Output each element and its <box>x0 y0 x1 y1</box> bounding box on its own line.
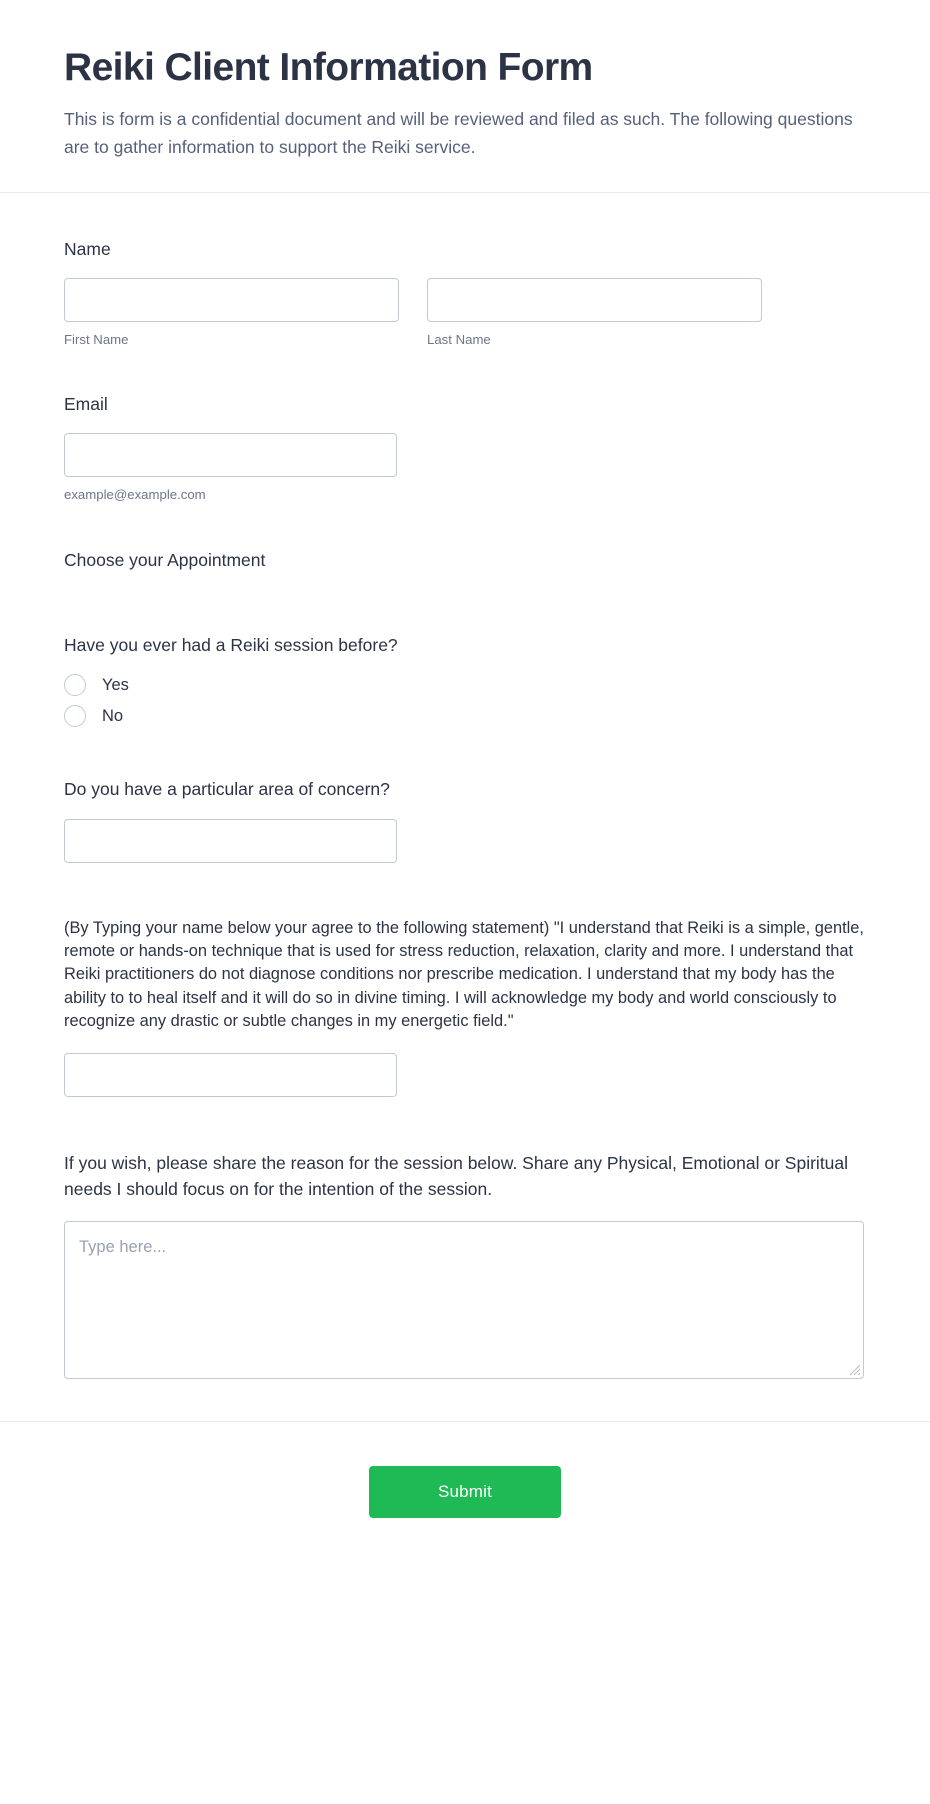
first-name-input[interactable] <box>64 278 399 322</box>
prior-session-radio-group <box>64 674 866 727</box>
field-appointment <box>64 548 866 573</box>
radio-circle-icon[interactable] <box>64 705 86 727</box>
consent-signature-input[interactable] <box>64 1053 397 1097</box>
concern-input[interactable] <box>64 819 397 863</box>
email-sublabel: example@example.com <box>64 487 206 503</box>
form-body <box>0 193 930 1379</box>
reason-textarea[interactable] <box>64 1221 864 1379</box>
first-name-sublabel: First Name <box>64 331 129 347</box>
radio-circle-icon[interactable] <box>64 674 86 696</box>
consent-statement: (By Typing your name below your agree to the following statement) "I understand that Reiki is a simple, gentle, remote or hands-on technique that is used for stress reduction, relaxation, clarity and more. I understand that Reiki practitioners do not diagnose conditions nor prescribe medication. I understand that my body has the ability to to heal itself and it will do so in divine timing. I will acknowledge my body and world consciously to recognize any drastic or subtle changes in my energetic field." <box>64 918 864 1030</box>
field-name <box>64 237 866 349</box>
appointment-label: Choose your Appointment <box>64 549 266 570</box>
field-consent <box>64 917 866 1097</box>
radio-option-yes[interactable] <box>64 674 866 696</box>
radio-label-yes: Yes <box>102 676 129 695</box>
field-prior-session <box>64 633 866 727</box>
consent-column <box>64 1053 397 1097</box>
last-name-sublabel: Last Name <box>427 331 491 347</box>
last-name-column <box>427 278 762 348</box>
form-description: This is form is a confidential document and will be reviewed and filed as such. The following questions are to gather information to support the Reiki service. <box>64 108 853 158</box>
reason-label: If you wish, please share the reason for the session below. Share any Physical, Emotional or Spiritual needs I should focus on for the intention of the session. <box>64 1153 849 1200</box>
page-title: Reiki Client Information Form <box>64 46 593 89</box>
concern-column <box>64 819 397 863</box>
email-input[interactable] <box>64 433 397 477</box>
name-row <box>64 278 866 348</box>
email-label: Email <box>64 394 108 415</box>
form-footer <box>0 1421 930 1578</box>
field-email <box>64 392 866 504</box>
last-name-input[interactable] <box>427 278 762 322</box>
form-header <box>0 0 930 193</box>
field-concern <box>64 777 866 862</box>
radio-option-no[interactable] <box>64 705 866 727</box>
submit-button[interactable]: Submit <box>369 1466 561 1518</box>
reason-textarea-wrap <box>64 1221 864 1379</box>
concern-label: Do you have a particular area of concern? <box>64 779 390 800</box>
first-name-column <box>64 278 399 348</box>
prior-session-label: Have you ever had a Reiki session before? <box>64 634 398 655</box>
email-column <box>64 433 397 503</box>
radio-label-no: No <box>102 707 124 726</box>
field-reason <box>64 1151 866 1379</box>
name-label: Name <box>64 238 111 259</box>
